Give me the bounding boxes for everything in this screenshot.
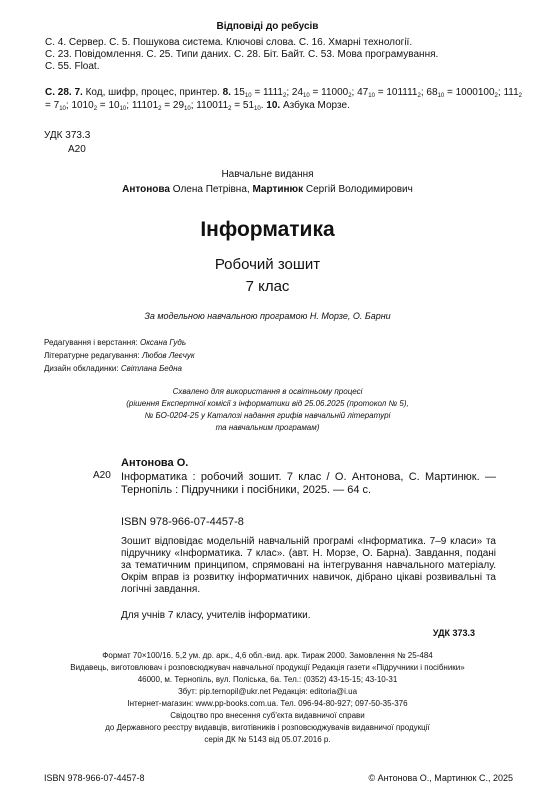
imprint-line: Збут: pip.ternopil@ukr.net Редакція: editoria@i.ua: [177, 687, 358, 696]
credit-person: Світлана Бедна: [120, 364, 182, 373]
answers-line: С. 23. Повідомлення. С. 25. Типи даних. С. 28. Біт. Байт. С. 53. Мова програмування.: [45, 49, 439, 60]
credit-line: [44, 362, 195, 375]
author-sign: А20: [68, 144, 86, 155]
book-title: Інформатика: [200, 218, 335, 241]
udc-code: УДК 373.3: [44, 130, 91, 141]
author-name: Олена Петрівна,: [172, 184, 250, 195]
imprint-line: 46000, м. Тернопіль, вул. Поліська, 6а. Тел.: (0352) 43-15-15; 43-10-31: [137, 675, 398, 684]
conversion-item: $68_{10} = 1000100_2$: [426, 87, 498, 99]
book-grade: 7 клас: [245, 278, 290, 295]
answers-block-1: [45, 37, 515, 73]
credit-person: Оксана Гудь: [140, 338, 187, 347]
catalog-author: Антонова О.: [121, 457, 189, 469]
conversion-item: $15_{10} = 1111_2$: [233, 87, 287, 99]
credits: [44, 336, 195, 375]
conversion-list: $15_{10} = 1111_2$; $24_{10} = 11000_2$; $47_{10} = 101111_2$; $68_{10} = 1000100_2$; $111_2 = 7_{10}$; $1010_2 = 10_{10}$; $11101_2 = 29_{10}$; $110011_2 = 51_{10}$.: [45, 87, 522, 112]
isbn: ISBN 978-966-07-4457-8: [121, 516, 244, 528]
answers-line: С. 4. Сервер. С. 5. Пошукова система. Ключові слова. С. 16. Хмарні технології.: [45, 37, 413, 48]
answers-label: 10.: [266, 100, 281, 111]
author-surname: Антонова: [122, 184, 170, 195]
approval-note: [0, 386, 535, 434]
credit-role: Дизайн обкладинки:: [44, 364, 121, 373]
answers-label: 8.: [222, 87, 231, 98]
conversion-item: $110011_2 = 51_{10}$: [196, 100, 261, 112]
imprint-line: Видавець, виготовлювач і розповсюджувач навчальної продукції Редакція газети «Підручники і посібники»: [70, 663, 465, 672]
imprint-line: серія ДК № 5143 від 05.07.2016 р.: [204, 735, 331, 744]
answers-line: С. 55. Float.: [45, 61, 100, 72]
answers-title: Відповіді до ребусів: [216, 21, 319, 32]
answers-text: Азбука Морзе.: [282, 100, 350, 111]
approval-line: № БО-0204-25 у Каталозі надання грифів навчальній літературі: [144, 411, 391, 420]
udc-code-bottom: УДК 373.3: [432, 628, 475, 638]
conversion-item: $111_2 = 7_{10}$: [45, 87, 522, 112]
imprint-line: Формат 70×100/16. 5,2 ум. др. арк., 4,6 обл.-вид. арк. Тираж 2000. Замовлення № 25-484: [102, 651, 433, 660]
answers-text: Код, шифр, процес, принтер.: [85, 87, 220, 98]
book-subtitle: Робочий зошит: [214, 256, 321, 273]
conversion-item: $11101_2 = 29_{10}$: [131, 100, 191, 112]
footer-copyright: © Антонова О., Мартинюк С., 2025: [368, 773, 513, 783]
credit-line: [44, 349, 195, 362]
credit-role: Літературне редагування:: [44, 351, 142, 360]
catalog-description: Інформатика : робочий зошит. 7 клас / О. Антонова, С. Мартинюк. — Тернопіль : Підручники і посібники, 2025. — 64 с.: [121, 471, 496, 496]
annotation: Зошит відповідає модельній навчальній програмі «Інформатика. 7–9 класи» та підручнику «Інформатика. 7 клас». (авт. Н. Морзе, О. Барна). Завдання, подані за тематичним принципом, спрямовані на інтегрування навчального матеріалу. Окрім вправ із розвитку інформатичних навичок, дібрано цікаві розвивальні та логічні завдання.: [121, 536, 496, 595]
imprint-line: до Державного реєстру видавців, виготівників і розповсюджувачів видавничої продукції: [105, 723, 430, 732]
approval-line: (рішення Експертної комісії з інформатики від 25.06.2025 (протокол № 5),: [126, 399, 409, 408]
credit-role: Редагування і верстання:: [44, 338, 140, 347]
credit-person: Любов Леєчук: [141, 351, 195, 360]
answers-block-2: [45, 86, 525, 112]
author-name: Сергій Володимирович: [305, 184, 413, 195]
imprint-line: Інтернет-магазин: www.pp-books.com.ua. Тел. 096-94-80-927; 097-50-35-376: [127, 699, 408, 708]
catalog-sign: А20: [93, 470, 111, 481]
footer-isbn: ISBN 978-966-07-4457-8: [44, 773, 145, 783]
conversion-item: $24_{10} = 11000_2$: [291, 87, 352, 99]
program-line: За модельною навчальною програмою Н. Морзе, О. Барни: [144, 311, 391, 321]
conversion-item: $47_{10} = 101111_2$: [357, 87, 421, 99]
authors-line: [0, 184, 535, 195]
imprint: [0, 650, 535, 746]
conversion-item: $1010_2 = 10_{10}$: [71, 100, 127, 112]
imprint-line: Свідоцтво про внесення суб'єкта видавничої справи: [170, 711, 365, 720]
author-surname: Мартинюк: [252, 184, 304, 195]
audience: Для учнів 7 класу, учителів інформатики.: [121, 610, 311, 621]
approval-line: Схвалено для використання в освітньому процесі: [172, 387, 363, 396]
answers-label: С. 28. 7.: [45, 87, 83, 98]
edition-type: Навчальне видання: [221, 169, 314, 180]
approval-line: та навчальним програмам): [215, 423, 320, 432]
credit-line: [44, 336, 195, 349]
